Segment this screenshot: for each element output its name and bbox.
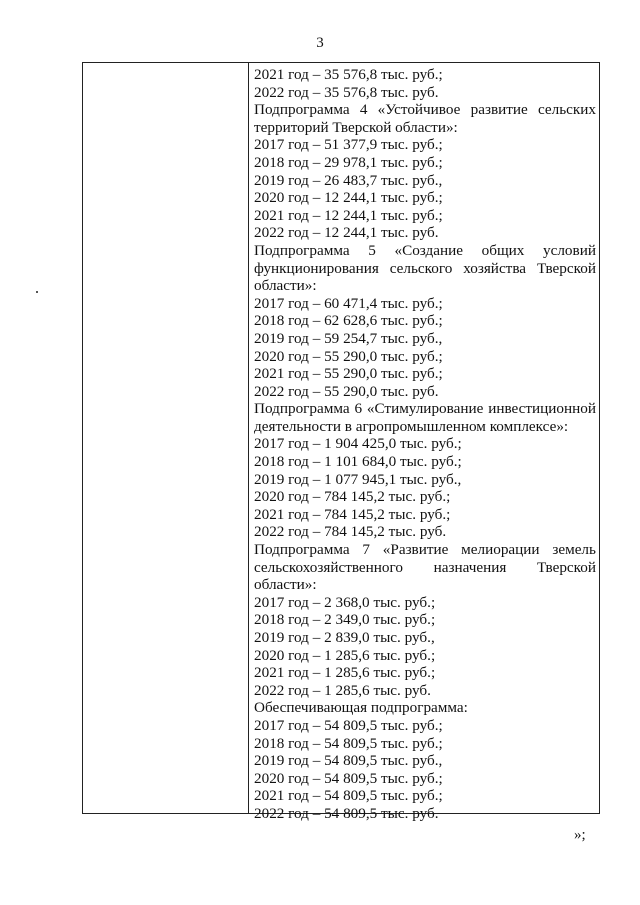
text-line: 2017 год – 60 471,4 тыс. руб.; — [254, 294, 443, 312]
text-line: 2019 год – 2 839,0 тыс. руб., — [254, 629, 435, 646]
text-word: условий — [543, 241, 596, 259]
text-line: 2022 год – 12 244,1 тыс. руб. — [254, 224, 439, 242]
text-word: хозяйства — [463, 259, 527, 277]
text-line: 2021 год – 55 290,0 тыс. руб.; — [254, 365, 443, 383]
page-number: 3 — [316, 35, 324, 51]
text-word: Подпрограмма — [254, 241, 350, 259]
text-line: 2022 год – 54 809,5 тыс. руб. — [254, 804, 439, 822]
text-word: Тверской — [536, 259, 596, 277]
text-line: 2017 год – 2 368,0 тыс. руб.; — [254, 593, 436, 611]
text-line: 2018 год – 62 628,6 тыс. руб.; — [254, 312, 443, 330]
text-line — [254, 541, 596, 559]
text-line: 2019 год – 54 809,5 тыс. руб., — [254, 752, 443, 770]
text-line: 2017 год – 51 377,9 тыс. руб.; — [254, 136, 443, 154]
text-word: мелиорации — [461, 541, 540, 559]
text-line — [254, 400, 596, 418]
text-line: 2022 год – 1 285,6 тыс. руб. — [254, 681, 431, 699]
text-word: инвестиционной — [488, 400, 596, 418]
text-line: 2021 год – 784 145,2 тыс. руб.; — [254, 505, 451, 523]
text-word: 5 — [368, 241, 376, 259]
text-line: 2021 год – 54 809,5 тыс. руб.; — [254, 787, 443, 805]
text-line — [254, 242, 596, 260]
text-word: 6 — [354, 400, 363, 418]
text-word: 7 — [362, 541, 370, 559]
text-word: Тверской — [536, 558, 596, 576]
text-line: 2021 год – 12 244,1 тыс. руб.; — [254, 206, 443, 224]
funding-table — [82, 62, 600, 822]
text-word: 4 — [359, 101, 368, 119]
text-word: общих — [481, 241, 525, 259]
text-line: 2021 год – 35 576,8 тыс. руб.; — [254, 66, 443, 83]
table-right-cell — [249, 63, 599, 822]
text-line: Обеспечивающая подпрограмма: — [254, 699, 468, 717]
text-word: функционирования — [254, 259, 379, 277]
text-line: 2020 год – 12 244,1 тыс. руб.; — [254, 189, 443, 207]
text-line: 2018 год – 29 978,1 тыс. руб.; — [254, 153, 443, 171]
text-word: Подпрограмма — [254, 400, 350, 418]
text-line: 2020 год – 55 290,0 тыс. руб.; — [254, 347, 443, 365]
text-line: 2018 год – 1 101 684,0 тыс. руб.; — [254, 453, 462, 471]
text-line: территорий Тверской области»: — [254, 118, 458, 136]
text-line — [254, 101, 596, 119]
text-line: 2022 год – 55 290,0 тыс. руб. — [254, 382, 439, 400]
text-line — [254, 260, 596, 278]
text-line: 2017 год – 1 904 425,0 тыс. руб.; — [254, 435, 462, 453]
text-line — [254, 559, 596, 577]
text-line: 2017 год – 54 809,5 тыс. руб.; — [254, 716, 443, 734]
text-line: 2020 год – 54 809,5 тыс. руб.; — [254, 769, 443, 787]
text-line: области»: — [254, 576, 317, 594]
text-line: 2018 год – 54 809,5 тыс. руб.; — [254, 734, 443, 752]
text-word: Подпрограмма — [254, 101, 350, 119]
text-word: сельского — [389, 259, 453, 277]
text-line: 2020 год – 1 285,6 тыс. руб.; — [254, 646, 436, 664]
text-line: 2022 год – 35 576,8 тыс. руб. — [254, 83, 439, 101]
text-line: 2020 год – 784 145,2 тыс. руб.; — [254, 488, 451, 506]
text-line: 2019 год – 1 077 945,1 тыс. руб., — [254, 470, 462, 488]
text-word: развитие — [470, 101, 528, 119]
text-word: «Развитие — [382, 541, 449, 559]
text-line: области»: — [254, 277, 317, 295]
table-left-cell — [83, 63, 249, 813]
text-word: «Устойчивое — [377, 101, 461, 119]
scan-speck — [36, 291, 38, 293]
text-word: Подпрограмма — [254, 541, 350, 559]
text-line: 2021 год – 1 285,6 тыс. руб.; — [254, 664, 436, 682]
text-line: 2022 год – 784 145,2 тыс. руб. — [254, 523, 447, 541]
text-word: «Стимулирование — [366, 400, 484, 418]
closing-quote: »; — [574, 827, 586, 843]
text-line: 2019 год – 59 254,7 тыс. руб., — [254, 329, 443, 347]
text-word: назначения — [433, 558, 507, 576]
text-word: сельскохозяйственного — [254, 558, 403, 576]
text-word: сельских — [537, 101, 596, 119]
text-word: земель — [552, 541, 596, 559]
text-line: 2019 год – 26 483,7 тыс. руб., — [254, 171, 443, 189]
text-line: 2018 год – 2 349,0 тыс. руб.; — [254, 611, 436, 629]
text-line: деятельности в агропромышленном комплексе»: — [254, 417, 569, 435]
text-word: «Создание — [394, 241, 463, 259]
